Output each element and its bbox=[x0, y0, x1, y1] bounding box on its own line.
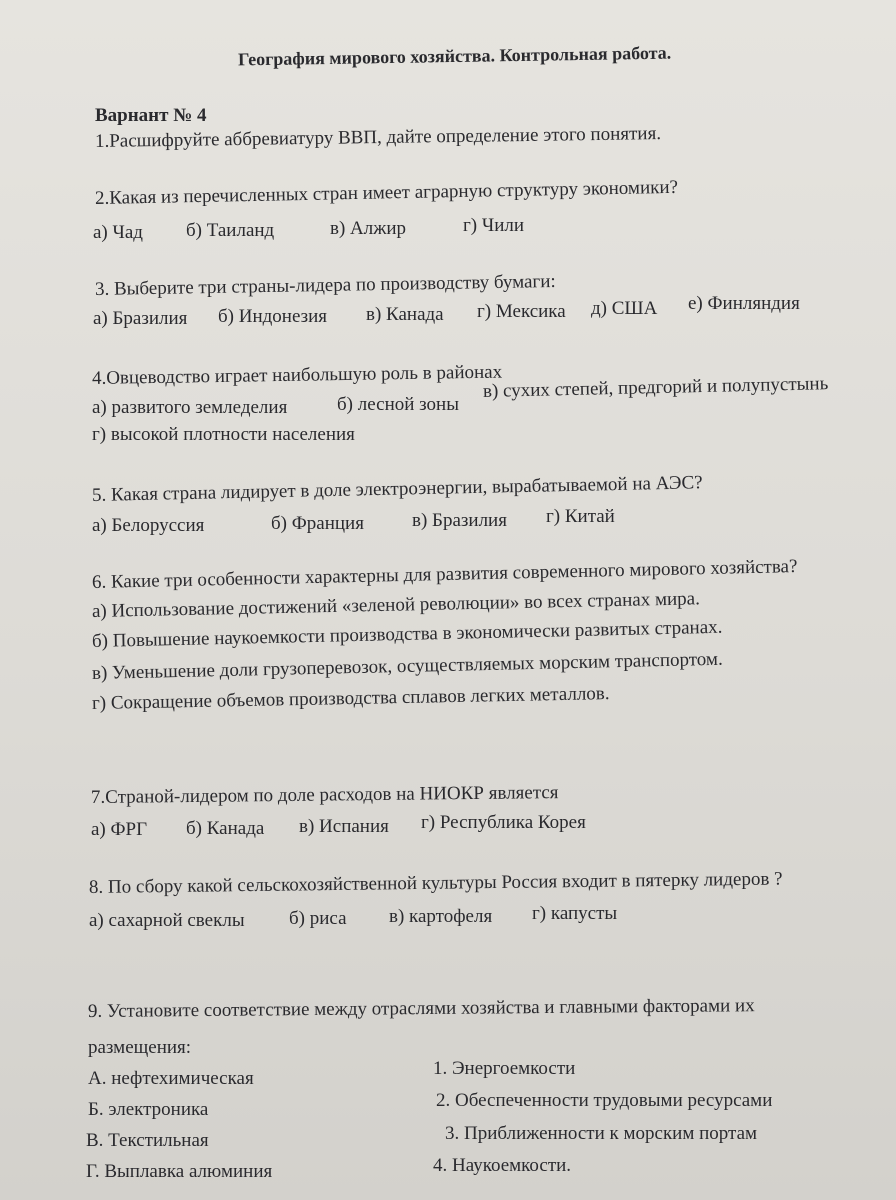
q3-option-d: г) Мексика bbox=[477, 301, 566, 322]
question-9-line-1: 9. Установите соответствие между отраслями хозяйства и главными факторами их bbox=[87, 995, 755, 1022]
question-3: 3. Выберите три страны-лидера по производству бумаги: bbox=[94, 270, 556, 300]
variant-label: Варнант № 4 bbox=[95, 105, 207, 126]
question-4: 4.Овцеводство играет наибольшую роль в районах bbox=[91, 361, 503, 389]
q5-option-a: а) Белоруссия bbox=[92, 515, 205, 536]
q3-option-e: д) США bbox=[591, 298, 658, 319]
question-1: 1.Расшифруйте аббревиатуру ВВП, дайте определение этого понятия. bbox=[94, 123, 662, 152]
question-7: 7.Страной-лидером по доле расходов на НИОКР является bbox=[90, 782, 559, 808]
q8-option-c: в) картофеля bbox=[389, 906, 493, 927]
question-5: 5. Какая страна лидирует в доле электроэнергии, вырабатываемой на АЭС? bbox=[91, 472, 703, 506]
q3-option-c: в) Канада bbox=[366, 304, 444, 325]
q2-option-d: г) Чили bbox=[463, 215, 525, 236]
q7-option-a: а) ФРГ bbox=[91, 819, 148, 840]
question-6: 6. Какие три особенности характерны для развития современного мирового хозяйства? bbox=[91, 555, 798, 593]
q9-right-1: 1. Энергоемкости bbox=[433, 1058, 576, 1079]
q4-option-d: г) высокой плотности населения bbox=[92, 424, 355, 445]
q5-option-d: г) Китай bbox=[546, 506, 615, 527]
q5-option-c: в) Бразилия bbox=[412, 510, 507, 531]
q3-option-f: е) Финляндия bbox=[688, 293, 800, 314]
q9-left-d: Г. Выплавка алюминия bbox=[86, 1161, 273, 1182]
q6-option-d: г) Сокращение объемов производства сплавов легких металлов. bbox=[91, 683, 610, 714]
q4-option-a: а) развитого земледелия bbox=[92, 397, 288, 418]
q6-option-c: в) Уменьшение доли грузоперевозок, осуществляемых морским транспортом. bbox=[91, 648, 723, 684]
q6-option-a: а) Использование достижений «зеленой революции» во всех странах мира. bbox=[91, 588, 701, 622]
q8-option-b: б) риса bbox=[289, 908, 347, 929]
question-8: 8. По сбору какой сельскохозяйственной культуры Россия входит в пятерку лидеров ? bbox=[88, 868, 783, 898]
question-9-line-2: размещения: bbox=[88, 1037, 192, 1058]
q2-option-b: б) Таиланд bbox=[186, 220, 275, 241]
q5-option-b: б) Франция bbox=[271, 513, 364, 534]
q4-option-c: в) сухих степей, предгорий и полупустынь bbox=[482, 373, 829, 402]
q4-option-b: б) лесной зоны bbox=[337, 394, 459, 415]
q2-option-c: в) Алжир bbox=[330, 218, 407, 239]
q7-option-b: б) Канада bbox=[186, 818, 265, 839]
q9-right-3: 3. Приближенности к морским портам bbox=[445, 1123, 758, 1144]
page-title: География мирового хозяйства. Контрольная работа. bbox=[237, 42, 672, 70]
q9-right-2: 2. Обеспеченности трудовыми ресурсами bbox=[436, 1090, 773, 1111]
q8-option-a: а) сахарной свеклы bbox=[89, 910, 245, 931]
q6-option-b: б) Повышение наукоемкости производства в экономически развитых странах. bbox=[91, 616, 723, 652]
q9-right-4: 4. Наукоемкости. bbox=[433, 1155, 572, 1176]
q3-option-b: б) Индонезия bbox=[218, 306, 328, 327]
q7-option-d: г) Республика Корея bbox=[421, 812, 586, 833]
question-2: 2.Какая из перечисленных стран имеет аграрную структуру экономики? bbox=[94, 176, 679, 209]
q9-left-a: А. нефтехимическая bbox=[88, 1068, 254, 1089]
q3-option-a: а) Бразилия bbox=[93, 308, 188, 329]
q9-left-c: В. Текстильная bbox=[86, 1130, 209, 1151]
q9-left-b: Б. электроника bbox=[88, 1099, 209, 1120]
q2-option-a: а) Чад bbox=[93, 222, 143, 243]
q7-option-c: в) Испания bbox=[299, 816, 389, 837]
q8-option-d: г) капусты bbox=[532, 903, 618, 924]
